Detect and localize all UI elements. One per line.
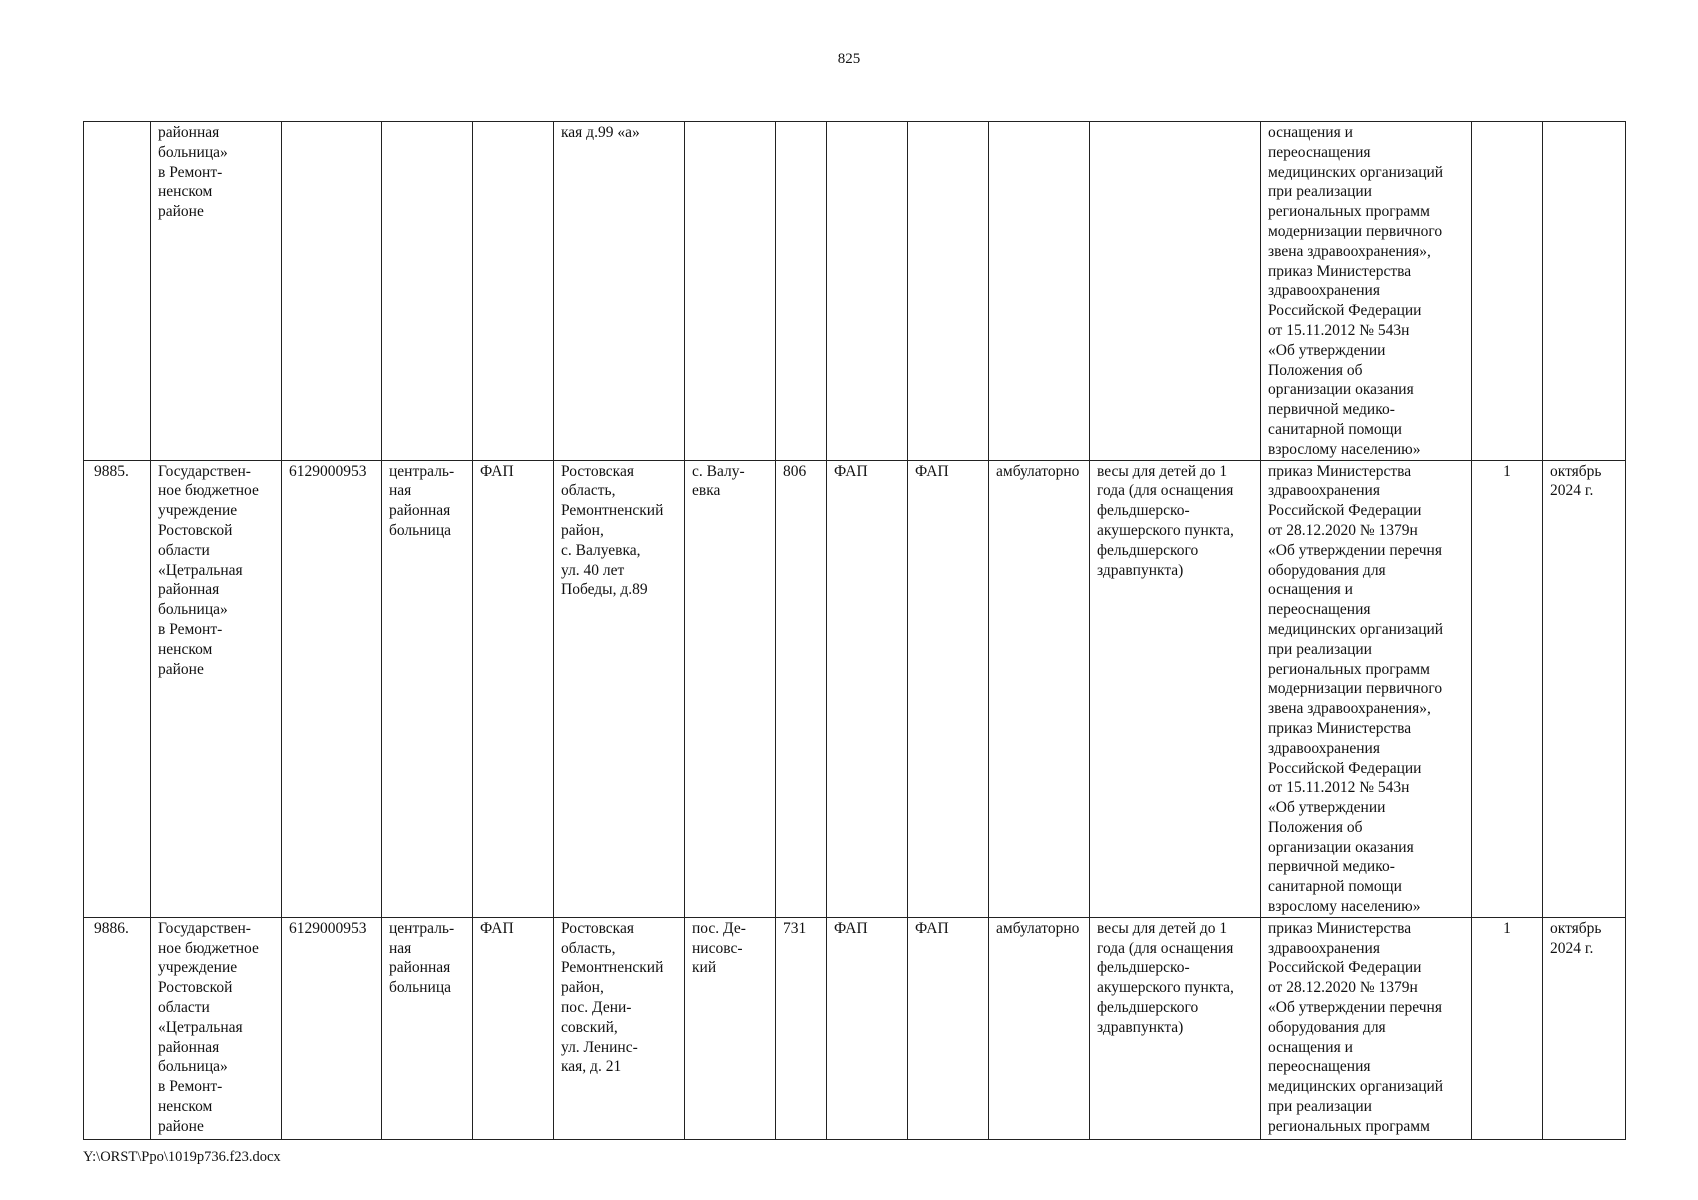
cell-text-line: учреждение	[158, 959, 238, 977]
cell-text-line: больница»	[158, 601, 228, 619]
cell-text-line: кая д.99 «а»	[561, 124, 640, 141]
cell-text-line: ФАП	[480, 919, 514, 937]
cell-text-line: в Ремонт-	[158, 620, 223, 638]
cell-address	[554, 460, 685, 917]
cell-text-line: акушерского пункта,	[1097, 979, 1234, 997]
cell-equipment-name	[1090, 122, 1261, 461]
cell-text-line: переоснащения	[1268, 601, 1371, 619]
cell-text-line: взрослому населению»	[1268, 440, 1421, 458]
cell-legal-basis	[1261, 917, 1472, 1139]
cell-quantity	[1472, 460, 1543, 917]
cell-text-line: больница	[389, 979, 451, 997]
cell-text-line: приказ Министерства	[1268, 262, 1412, 280]
cell-text-line: кий	[692, 959, 717, 977]
cell-text-line: оснащения и	[1268, 1038, 1353, 1056]
table-row	[84, 122, 1626, 461]
cell-settlement	[685, 122, 776, 461]
cell-text-line: приказ Министерства	[1268, 719, 1412, 737]
cell-text-line: Ремонтненский	[561, 502, 664, 520]
cell-organization-name	[151, 122, 282, 461]
cell-text-line: ная	[389, 939, 412, 957]
cell-care-condition	[989, 460, 1090, 917]
cell-text-line: «Цетральная	[158, 1018, 243, 1036]
cell-text-line: районная	[389, 502, 451, 520]
cell-organization-type	[382, 122, 473, 461]
cell-text-line: первичной медико-	[1268, 401, 1395, 419]
cell-text-line: район,	[561, 979, 604, 997]
cell-text-line: область,	[561, 939, 616, 957]
cell-row-number	[84, 122, 151, 461]
cell-text-line: при реализации	[1268, 183, 1372, 201]
cell-text-line: здравоохранения	[1268, 739, 1380, 757]
cell-text-line: Российской Федерации	[1268, 759, 1422, 777]
cell-text-line: в Ремонт-	[158, 1078, 223, 1096]
cell-text-line: «Об утверждении	[1268, 799, 1386, 817]
cell-text-line: 2024 г.	[1550, 482, 1594, 500]
cell-text-line: в Ремонт-	[158, 163, 223, 181]
cell-text-line: ное бюджетное	[158, 939, 259, 957]
cell-text-line: здравпункта)	[1097, 1018, 1184, 1036]
page-number: 825	[837, 51, 861, 67]
cell-address	[554, 917, 685, 1139]
cell-quantity	[1472, 122, 1543, 461]
cell-text-line: совский,	[561, 1018, 618, 1036]
cell-text-line: весы для детей до 1	[1097, 919, 1228, 937]
cell-text-line: от 15.11.2012 № 543н	[1268, 321, 1410, 339]
cell-text-line: региональных программ	[1268, 1117, 1430, 1135]
cell-text-line: оснащения и	[1268, 581, 1353, 599]
cell-text-line: Победы, д.89	[561, 581, 648, 599]
cell-text-line: централь-	[389, 919, 455, 937]
cell-text-line: централь-	[389, 462, 455, 480]
cell-inn	[282, 917, 382, 1139]
cell-text-line: ненском	[158, 1098, 213, 1116]
cell-unit-profile	[908, 122, 989, 461]
cell-text-line: больница»	[158, 1058, 228, 1076]
table-body	[84, 122, 1626, 1140]
cell-text-line: Ростовской	[158, 979, 233, 997]
cell-text-line: пос. Дени-	[561, 999, 632, 1017]
cell-text-line: 1	[1503, 462, 1511, 480]
cell-text-line: ул. Ленинс-	[561, 1038, 638, 1056]
table-row	[84, 917, 1626, 1139]
cell-text-line: Ростовская	[561, 462, 634, 480]
cell-row-number	[84, 460, 151, 917]
cell-text-line: Российской Федерации	[1268, 302, 1422, 320]
cell-text-line: акушерского пункта,	[1097, 521, 1234, 539]
cell-text-line: модернизации первичного	[1268, 222, 1443, 240]
cell-text-line: октябрь	[1550, 462, 1602, 480]
cell-text-line: «Об утверждении перечня	[1268, 999, 1442, 1017]
cell-unit-code	[776, 917, 827, 1139]
cell-text-line: модернизации первичного	[1268, 680, 1443, 698]
cell-text-line: региональных программ	[1268, 660, 1430, 678]
cell-text-line: взрослому населению»	[1268, 898, 1421, 916]
cell-deadline	[1543, 460, 1626, 917]
cell-unit-kind	[827, 917, 908, 1139]
cell-inn	[282, 122, 382, 461]
cell-text-line: года (для оснащения	[1097, 482, 1234, 500]
cell-text-line: переоснащения	[1268, 143, 1371, 161]
cell-text-line: районе	[158, 660, 204, 678]
cell-text-line: фельдшерско-	[1097, 502, 1190, 520]
cell-text-line: звена здравоохранения»,	[1268, 242, 1431, 260]
cell-text-line: ная	[389, 482, 412, 500]
cell-text-line: «Об утверждении	[1268, 341, 1386, 359]
cell-text-line: Государствен-	[158, 919, 251, 937]
cell-text-line: пос. Де-	[692, 919, 746, 937]
cell-settlement	[685, 917, 776, 1139]
cell-text-line: Положения об	[1268, 361, 1363, 379]
cell-text-line: оснащения и	[1268, 124, 1353, 141]
document-file-path: Y:\ORST\Ppo\1019p736.f23.docx	[83, 1149, 281, 1165]
cell-text-line: от 15.11.2012 № 543н	[1268, 779, 1410, 797]
cell-text-line: ФАП	[834, 919, 868, 937]
cell-text-line: районная	[158, 1038, 220, 1056]
cell-text-line: районе	[158, 1117, 204, 1135]
cell-text-line: 2024 г.	[1550, 939, 1594, 957]
cell-equipment-name	[1090, 460, 1261, 917]
cell-text-line: фельдшерского	[1097, 999, 1199, 1017]
cell-text-line: район,	[561, 521, 604, 539]
cell-deadline	[1543, 122, 1626, 461]
cell-unit-kind	[827, 122, 908, 461]
cell-text-line: амбулаторно	[996, 919, 1080, 937]
cell-text-line: ненском	[158, 640, 213, 658]
cell-legal-basis	[1261, 460, 1472, 917]
cell-unit-type	[473, 460, 554, 917]
cell-text-line: ФАП	[915, 462, 949, 480]
cell-text-line: оборудования для	[1268, 561, 1386, 579]
cell-text-line: районная	[158, 581, 220, 599]
cell-text-line: Ремонтненский	[561, 959, 664, 977]
cell-text-line: медицинских организаций	[1268, 620, 1444, 638]
cell-text-line: организации оказания	[1268, 381, 1414, 399]
cell-text-line: 731	[783, 919, 807, 937]
cell-text-line: «Цетральная	[158, 561, 243, 579]
cell-text-line: ФАП	[480, 462, 514, 480]
cell-text-line: учреждение	[158, 502, 238, 520]
cell-text-line: 6129000953	[289, 462, 367, 480]
cell-text-line: медицинских организаций	[1268, 163, 1444, 181]
cell-inn	[282, 460, 382, 917]
cell-text-line: фельдшерского	[1097, 541, 1199, 559]
cell-text-line: Ростовской	[158, 521, 233, 539]
cell-legal-basis	[1261, 122, 1472, 461]
cell-text-line: здравоохранения	[1268, 282, 1380, 300]
cell-address	[554, 122, 685, 461]
cell-row-number	[84, 917, 151, 1139]
cell-unit-code	[776, 122, 827, 461]
cell-text-line: Российской Федерации	[1268, 959, 1422, 977]
cell-unit-type	[473, 122, 554, 461]
cell-text-line: ул. 40 лет	[561, 561, 625, 579]
cell-text-line: медицинских организаций	[1268, 1078, 1444, 1096]
cell-text-line: здравоохранения	[1268, 482, 1380, 500]
cell-settlement	[685, 460, 776, 917]
cell-text-line: область,	[561, 482, 616, 500]
cell-text-line: области	[158, 541, 210, 559]
cell-equipment-name	[1090, 917, 1261, 1139]
cell-text-line: октябрь	[1550, 919, 1602, 937]
cell-organization-type	[382, 917, 473, 1139]
cell-text-line: амбулаторно	[996, 462, 1080, 480]
cell-text-line: приказ Министерства	[1268, 919, 1412, 937]
cell-text-line: районная	[389, 959, 451, 977]
cell-text-line: первичной медико-	[1268, 858, 1395, 876]
cell-text-line: переоснащения	[1268, 1058, 1371, 1076]
cell-text-line: при реализации	[1268, 640, 1372, 658]
cell-unit-profile	[908, 917, 989, 1139]
cell-text-line: ное бюджетное	[158, 482, 259, 500]
cell-text-line: региональных программ	[1268, 203, 1430, 221]
cell-text-line: 1	[1503, 919, 1511, 937]
cell-text-line: Российской Федерации	[1268, 502, 1422, 520]
cell-text-line: больница	[389, 521, 451, 539]
cell-text-line: от 28.12.2020 № 1379н	[1268, 979, 1418, 997]
cell-unit-profile	[908, 460, 989, 917]
cell-text-line: 9885.	[94, 462, 129, 480]
cell-text-line: Государствен-	[158, 462, 251, 480]
cell-text-line: 6129000953	[289, 919, 367, 937]
cell-text-line: районе	[158, 203, 204, 221]
cell-text-line: области	[158, 999, 210, 1017]
cell-text-line: весы для детей до 1	[1097, 462, 1228, 480]
cell-text-line: организации оказания	[1268, 838, 1414, 856]
cell-text-line: фельдшерско-	[1097, 959, 1190, 977]
cell-unit-kind	[827, 460, 908, 917]
cell-text-line: с. Валу-	[692, 462, 745, 480]
cell-text-line: санитарной помощи	[1268, 420, 1402, 438]
cell-text-line: евка	[692, 482, 721, 500]
cell-text-line: санитарной помощи	[1268, 878, 1402, 896]
cell-text-line: при реализации	[1268, 1098, 1372, 1116]
cell-organization-name	[151, 460, 282, 917]
cell-text-line: нисовс-	[692, 939, 743, 957]
cell-unit-code	[776, 460, 827, 917]
cell-text-line: от 28.12.2020 № 1379н	[1268, 521, 1418, 539]
equipment-table	[83, 121, 1626, 1140]
table-row	[84, 460, 1626, 917]
cell-text-line: звена здравоохранения»,	[1268, 700, 1431, 718]
cell-organization-name	[151, 917, 282, 1139]
cell-quantity	[1472, 917, 1543, 1139]
cell-text-line: ФАП	[915, 919, 949, 937]
cell-unit-type	[473, 917, 554, 1139]
cell-text-line: здравоохранения	[1268, 939, 1380, 957]
cell-text-line: Ростовская	[561, 919, 634, 937]
cell-deadline	[1543, 917, 1626, 1139]
cell-text-line: Положения об	[1268, 818, 1363, 836]
cell-text-line: районная	[158, 124, 220, 141]
cell-organization-type	[382, 460, 473, 917]
cell-text-line: оборудования для	[1268, 1018, 1386, 1036]
cell-text-line: с. Валуевка,	[561, 541, 641, 559]
cell-text-line: 806	[783, 462, 807, 480]
cell-text-line: кая, д. 21	[561, 1058, 622, 1076]
cell-text-line: больница»	[158, 143, 228, 161]
cell-text-line: «Об утверждении перечня	[1268, 541, 1442, 559]
cell-text-line: ненском	[158, 183, 213, 201]
cell-text-line: здравпункта)	[1097, 561, 1184, 579]
cell-text-line: ФАП	[834, 462, 868, 480]
cell-care-condition	[989, 917, 1090, 1139]
cell-text-line: 9886.	[94, 919, 129, 937]
cell-text-line: года (для оснащения	[1097, 939, 1234, 957]
cell-care-condition	[989, 122, 1090, 461]
cell-text-line: приказ Министерства	[1268, 462, 1412, 480]
